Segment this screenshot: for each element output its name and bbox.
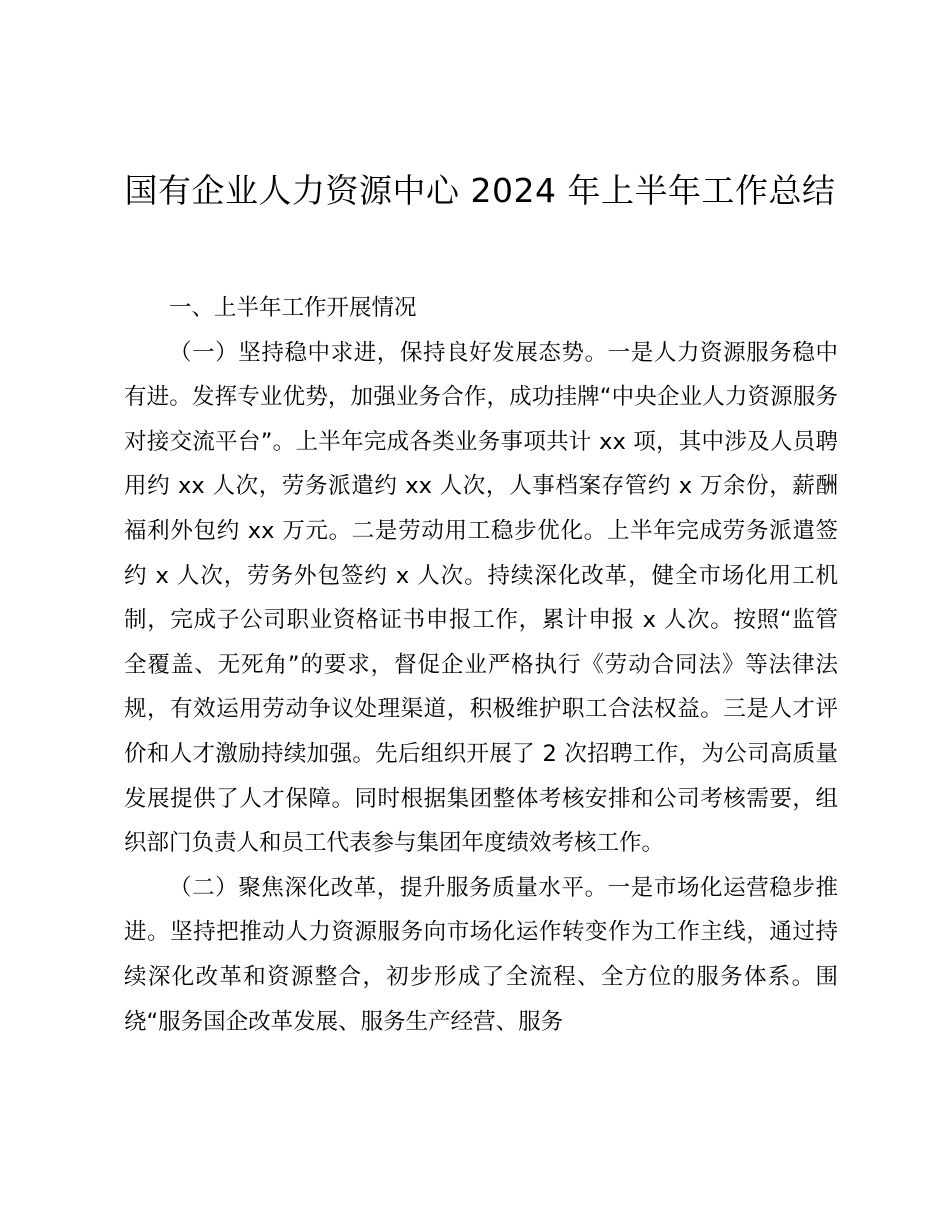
paragraph: （二）聚焦深化改革，提升服务质量水平。一是市场化运营稳步推进。坚持把推动人力资源服务向市场化运作转变作为工作主线，通过持续深化改革和资源整合，初步形成了全流程、全方位的服务体系。围绕“服务国企改革发展、服务生产经营、服务	[124, 874, 838, 1035]
document-body	[124, 286, 838, 1044]
document-title: 国有企业人力资源中心 2024 年上半年工作总结	[124, 171, 836, 210]
section-heading: 一、上半年工作开展情况	[169, 295, 417, 321]
paragraph: （一）坚持稳中求进，保持良好发展态势。一是人力资源服务稳中有进。发挥专业优势，加强业务合作，成功挂牌“中央企业人力资源服务对接交流平台”。上半年完成各类业务事项共计 xx 项，其中涉及人员聘用约 xx 人次，劳务派遣约 xx 人次，人事档案存管约 x 万余份，薪酬福利外包约 xx 万元。二是劳动用工稳步优化。上半年完成劳务派遣签约 x 人次，劳务外包签约 x 人次。持续深化改革，健全市场化用工机制，完成子公司职业资格证书申报工作，累计申报 x 人次。按照“监管全覆盖、无死角”的要求，督促企业严格执行《劳动合同法》等法律法规，有效运用劳动争议处理渠道，积极维护职工合法权益。三是人才评价和人才激励持续加强。先后组织开展了 2 次招聘工作，为公司高质量发展提供了人才保障。同时根据集团整体考核安排和公司考核需要，组织部门负责人和员工代表参与集团年度绩效考核工作。	[124, 339, 838, 857]
